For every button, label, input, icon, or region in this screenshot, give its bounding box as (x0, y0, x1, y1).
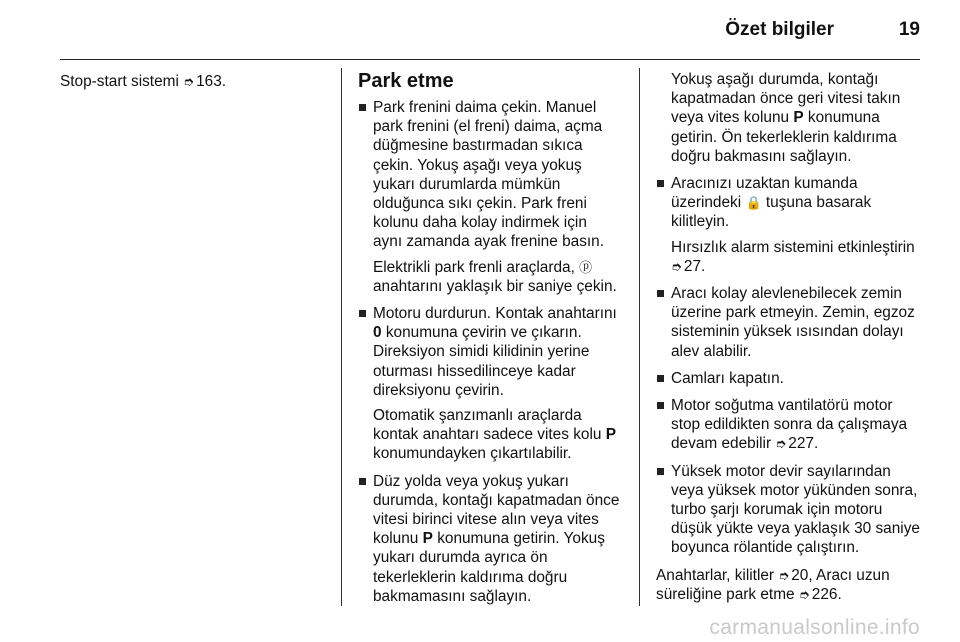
bullet-text: Düz yolda veya yokuş yukarı durumda, kontağı kapatmadan önce vitesi birinci vitese alın veya vites kolunu (373, 472, 620, 548)
parking-brake-icon: ⓟ (579, 259, 593, 275)
bullet-text: Camları kapatın. (671, 369, 784, 387)
note-text: konumuna getirin. Ön tekerleklerin kaldırıma doğru bakmasını sağlayın. (671, 109, 897, 165)
column-3 (656, 70, 921, 612)
alarm-note (656, 238, 921, 276)
bullet-text: konumuna çevirin ve çıkarın. Direksiyon simidi kilidinin yerine oturması hissedilinceye kadar direksiyonu çevirin. (373, 324, 590, 399)
watermark: carmanualsonline.info (709, 616, 920, 639)
alarm-ref[interactable]: 27. (683, 257, 706, 275)
bullet-text: Aracınızı uzaktan kumanda üzerindeki (671, 175, 858, 212)
note-text: Hırsızlık alarm sistemini etkinleştirin (671, 238, 915, 256)
bullet-gear-uphill (358, 472, 620, 606)
note-text: konumundayken çıkartılabilir. (373, 445, 572, 463)
long-parking-ref[interactable]: 226. (811, 585, 842, 603)
bullet-lock-vehicle (656, 174, 921, 232)
page-ref-icon: ➮ (798, 586, 810, 602)
bullet-text: tuşuna basarak kilitleyin. (671, 194, 872, 231)
bullet-text: Motoru durdurun. Kontak anahtarını (373, 305, 617, 323)
bullet-close-windows (656, 369, 921, 388)
page-ref-icon: ➮ (671, 258, 682, 274)
bullet-flammable-ground (656, 284, 921, 361)
page-number: 19 (898, 19, 920, 40)
header-title: Özet bilgiler (725, 19, 834, 40)
column-2 (358, 70, 620, 614)
page-header (0, 0, 960, 62)
bullet-text: Aracı kolay alevlenebilecek zemin üzerine park etmeyin. Zemin, egzoz sisteminin yüksek ısısından dolayı alev alabilir. (671, 285, 915, 360)
bullet-turbo (656, 462, 921, 558)
stop-start-text: Stop-start sistemi (60, 73, 179, 90)
bullet-text: Park frenini daima çekin. Manuel park frenini (el freni) daima, açma düğmesine bastırmadan sıkıca çekin. Yokuş aşağı veya yokuş yukarı durumlarda mümkün olduğunca sıkı çekin. Park freni kolunu daha kolay indirmek için aynı zamanda ayak frenine basın. (373, 99, 605, 251)
cooling-fan-ref[interactable]: 227. (788, 435, 819, 453)
bullet-text: Motor soğutma vantilatörü motor stop edildikten sonra da çalışmaya devam edebilir (671, 397, 908, 453)
electric-brake-note (358, 258, 620, 296)
page-ref-icon: ➮ (183, 74, 195, 89)
bullet-parking-brake (358, 98, 620, 252)
bullet-text: konumuna getirin. Yokuş yukarı durumda ayrıca ön tekerleklerin kaldırıma doğru bakmamasını sağlayın. (373, 530, 605, 605)
section-heading: Park etme (358, 70, 454, 92)
ref-text: Anahtarlar, kilitler (656, 566, 775, 584)
bold-text: P (793, 109, 804, 127)
bold-text: 0 (373, 324, 382, 342)
bold-text: P (605, 426, 616, 444)
stop-start-ref[interactable]: 163. (196, 73, 227, 90)
note-text: Yokuş aşağı durumda, kontağı kapatmadan önce geri vitesi takın veya vites kolunu (671, 71, 901, 127)
note-text: anahtarını yaklaşık bir saniye çekin. (373, 277, 617, 295)
bold-text: P (422, 530, 433, 548)
note-text: Otomatik şanzımanlı araçlarda kontak anahtarı sadece vites kolu (373, 407, 602, 444)
lock-icon: 🔒 (745, 195, 762, 211)
bullet-text: Yüksek motor devir sayılarından veya yüksek motor yükünden sonra, turbo şarjı korumak için motoru düşük yükte veya yaklaşık 30 saniye boyunca rölantide çalıştırın. (671, 462, 920, 557)
column-divider-1 (341, 68, 342, 606)
cross-references (656, 566, 921, 604)
header-rule (60, 59, 920, 60)
keys-ref[interactable]: 20, Aracı uzun süreliğine park etme (656, 566, 890, 603)
note-text: Elektrikli park frenli araçlarda, (373, 258, 575, 276)
column-divider-2 (639, 68, 640, 606)
downhill-note (656, 70, 921, 166)
bullet-stop-engine (358, 304, 620, 400)
page-ref-icon: ➮ (778, 567, 790, 583)
page-ref-icon: ➮ (775, 436, 787, 452)
column-1 (60, 72, 335, 91)
bullet-cooling-fan (656, 396, 921, 454)
automatic-note (358, 406, 620, 464)
